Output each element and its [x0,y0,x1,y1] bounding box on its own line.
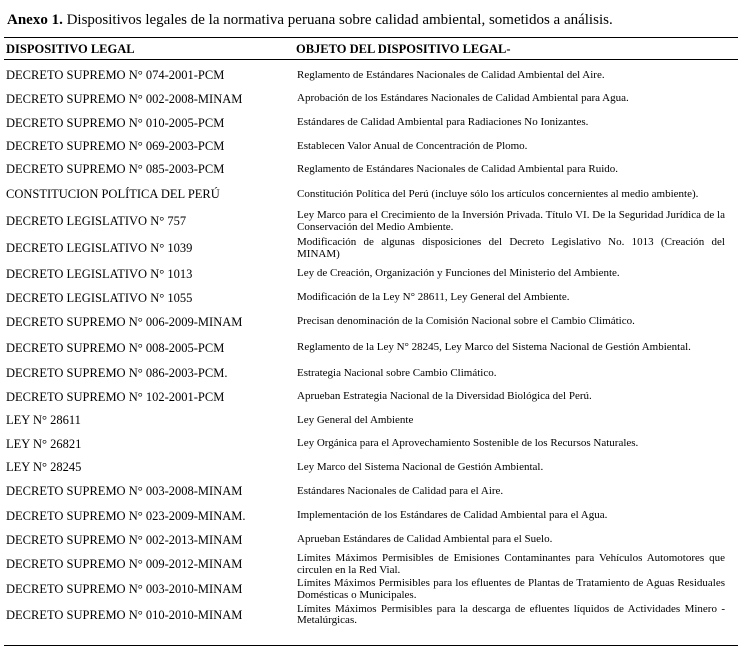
object-cell: Estándares de Calidad Ambiental para Radiaciones No Ionizantes. [297,116,589,129]
object-cell: Modificación de algunas disposiciones del Decreto Legislativo No. 1013 (Creación del MINAM) [297,236,725,260]
table-row [0,135,744,158]
device-cell: DECRETO SUPREMO N° 085-2003-PCM [6,162,225,176]
table-row [0,87,744,111]
device-cell: DECRETO SUPREMO N° 086-2003-PCM. [6,366,228,380]
device-cell: DECRETO SUPREMO N° 002-2013-MINAM [6,532,243,547]
device-cell: DECRETO LEGISLATIVO N° 1039 [6,241,193,255]
device-cell: DECRETO LEGISLATIVO N° 1055 [6,290,193,305]
object-cell: Límites Máximos Permisibles de Emisiones Contaminantes para Vehículos Automotores que circulen en la Red Vial. [297,552,725,576]
object-cell: Límites Máximos Permisibles para los efluentes de Plantas de Tratamiento de Aguas Residuales Domésticas o Municipales. [297,577,725,601]
table-row [0,409,744,432]
device-cell: DECRETO SUPREMO N° 003-2008-MINAM [6,484,243,498]
device-cell: DECRETO SUPREMO N° 010-2010-MINAM [6,607,243,622]
table-row [0,208,744,235]
device-cell: DECRETO SUPREMO N° 074-2001-PCM [6,68,225,82]
table-row [0,577,744,602]
table-row [0,286,744,310]
table-header-rule [4,59,738,60]
table-body [0,64,744,628]
object-cell: Ley Marco del Sistema Nacional de Gestión Ambiental. [297,460,544,473]
object-cell: Estándares Nacionales de Calidad para el Aire. [297,484,504,497]
caption-text: Dispositivos legales de la normativa peruana sobre calidad ambiental, sometidos a análisis. [62,12,613,28]
device-cell: DECRETO LEGISLATIVO N° 757 [6,214,187,228]
table-row [0,158,744,181]
caption-label: Anexo 1. [7,12,63,28]
table-row [0,385,744,409]
device-cell: DECRETO SUPREMO N° 023-2009-MINAM. [6,508,246,523]
object-cell: Ley de Creación, Organización y Funciones del Ministerio del Ambiente. [297,267,620,280]
table-caption [7,12,613,29]
device-cell: DECRETO SUPREMO N° 003-2010-MINAM [6,582,243,596]
table-row [0,310,744,334]
object-cell: Aprobación de los Estándares Nacionales de Calidad Ambiental para Agua. [297,92,629,105]
object-cell: Constitución Política del Perú (incluye sólo los artículos concernientes al medio ambiente). [297,187,699,200]
device-cell: DECRETO LEGISLATIVO N° 1013 [6,266,193,281]
object-cell: Ley General del Ambiente [297,413,414,426]
object-cell: Reglamento de Estándares Nacionales de Calidad Ambiental para Ruido. [297,162,619,175]
table-bottom-rule [4,645,738,646]
table-row [0,432,744,456]
table-row [0,479,744,504]
object-cell: Reglamento de la Ley N° 28245, Ley Marco del Sistema Nacional de Gestión Ambiental. [297,341,691,354]
table-row [0,262,744,286]
object-cell: Implementación de los Estándares de Calidad Ambiental para el Agua. [297,509,608,522]
device-cell: DECRETO SUPREMO N° 009-2012-MINAM [6,557,243,571]
object-cell: Ley Marco para el Crecimiento de la Inversión Privada. Título VI. De la Seguridad Jurídica de la Conservación del Medio Ambiente. [297,209,725,233]
column-header-device: DISPOSITIVO LEGAL [6,42,135,56]
device-cell: DECRETO SUPREMO N° 069-2003-PCM [6,139,225,153]
table-row [0,456,744,479]
table-row [0,602,744,628]
table-row [0,504,744,528]
device-cell: DECRETO SUPREMO N° 102-2001-PCM [6,389,225,404]
device-cell: LEY N° 28611 [6,413,81,427]
table-top-rule [4,37,738,38]
table-row [0,181,744,208]
table-row [0,362,744,385]
table-row [0,552,744,577]
device-cell: DECRETO SUPREMO N° 002-2008-MINAM [6,91,243,106]
device-cell: LEY N° 28245 [6,460,82,474]
table-row [0,528,744,552]
device-cell: DECRETO SUPREMO N° 006-2009-MINAM [6,314,243,329]
device-cell: CONSTITUCION POLÍTICA DEL PERÚ [6,187,220,201]
object-cell: Modificación de la Ley N° 28611, Ley General del Ambiente. [297,291,570,304]
object-cell: Establecen Valor Anual de Concentración de Plomo. [297,139,528,152]
device-cell: LEY N° 26821 [6,436,82,451]
table-row [0,235,744,262]
object-cell: Límites Máximos Permisibles para la descarga de efluentes líquidos de Actividades Minero - Metalúrgicas. [297,602,725,626]
table-row [0,111,744,135]
column-header-object: OBJETO DEL DISPOSITIVO LEGAL- [296,42,511,56]
object-cell: Precisan denominación de la Comisión Nacional sobre el Cambio Climático. [297,315,635,328]
object-cell: Estrategia Nacional sobre Cambio Climático. [297,366,497,379]
device-cell: DECRETO SUPREMO N° 008-2005-PCM [6,340,225,355]
object-cell: Aprueban Estándares de Calidad Ambiental para el Suelo. [297,533,553,546]
object-cell: Reglamento de Estándares Nacionales de Calidad Ambiental del Aire. [297,68,605,81]
device-cell: DECRETO SUPREMO N° 010-2005-PCM [6,115,225,130]
object-cell: Ley Orgánica para el Aprovechamiento Sostenible de los Recursos Naturales. [297,437,639,450]
object-cell: Aprueban Estrategia Nacional de la Diversidad Biológica del Perú. [297,390,592,403]
table-row [0,334,744,362]
table-row [0,64,744,87]
